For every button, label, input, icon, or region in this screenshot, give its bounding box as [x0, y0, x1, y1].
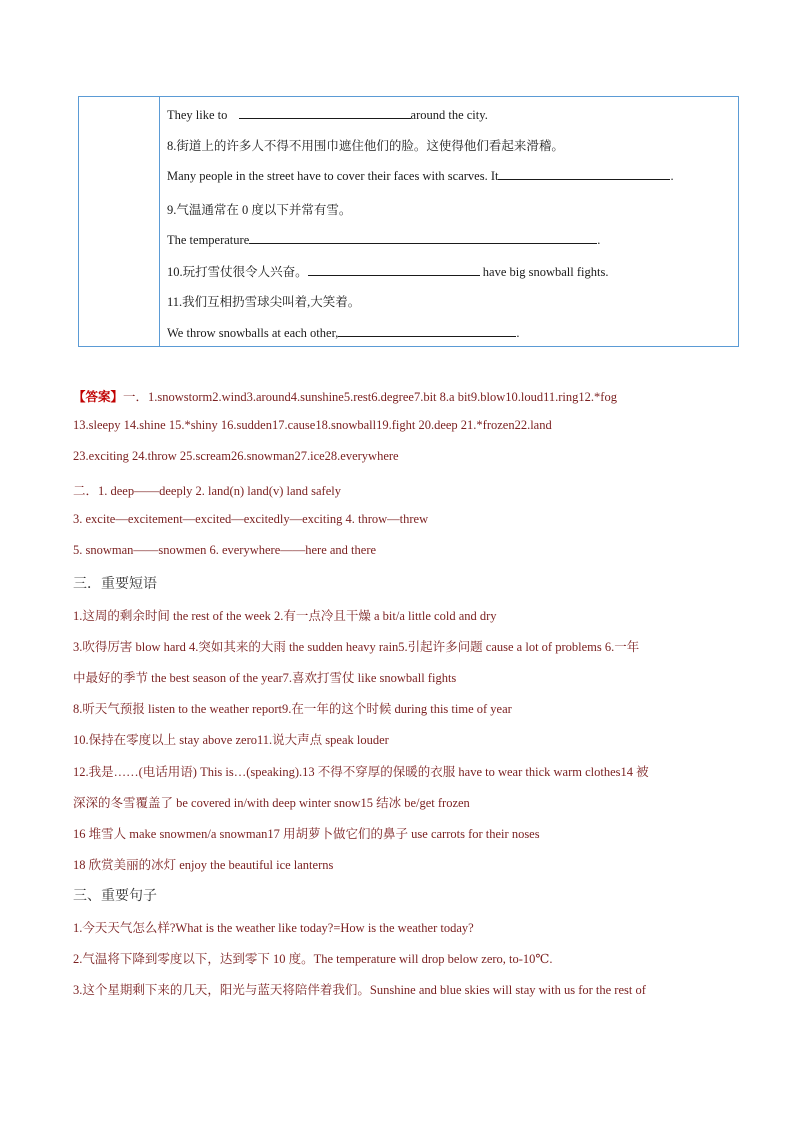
answer-blank[interactable]: [498, 167, 670, 180]
table-row: 9.气温通常在 0 度以下并常有雪。: [167, 203, 352, 217]
phrase-line: 3.吹得厉害 blow hard 4.突如其来的大雨 the sudden heavy rain5.引起许多问题 cause a lot of problems 6.一年: [73, 640, 640, 654]
answer-blank[interactable]: [308, 263, 480, 276]
table-column-divider: [159, 97, 160, 346]
table-row: They like to around the city.: [167, 108, 488, 122]
table-row: Many people in the street have to cover their faces with scarves. It .: [167, 169, 674, 183]
table-row: 11.我们互相扔雪球尖叫着,大笑着。: [167, 295, 361, 309]
answer-label: 【答案】: [73, 390, 124, 404]
phrase-line: 深深的冬雪覆盖了 be covered in/with deep winter snow15 结冰 be/get frozen: [73, 796, 470, 810]
answer-blank[interactable]: [239, 106, 411, 119]
phrase-line: 1.这周的剩余时间 the rest of the week 2.有一点冷且干燥 a bit/a little cold and dry: [73, 609, 497, 623]
answers-line: 13.sleepy 14.shine 15.*shiny 16.sudden17.cause18.snowball19.fight 20.deep 21.*frozen22.land: [73, 418, 552, 432]
phrase-line: 12.我是……(电话用语) This is…(speaking).13 不得不穿厚的保暖的衣服 have to wear thick warm clothes14 被: [73, 765, 649, 779]
phrases-heading: 三．重要短语: [73, 577, 157, 592]
phrase-line: 18 欣赏美丽的冰灯 enjoy the beautiful ice lanterns: [73, 858, 334, 872]
answers-line: 5. snowman——snowmen 6. everywhere——here and there: [73, 543, 377, 557]
phrase-line: 中最好的季节 the best season of the year7.喜欢打雪仗 like snowball fights: [73, 671, 457, 685]
table-row: 10.玩打雪仗很令人兴奋。 have big snowball fights.: [167, 265, 609, 279]
answers-line: 【答案】一．1.snowstorm2.wind3.around4.sunshine5.rest6.degree7.bit 8.a bit9.blow10.loud11.ring12.*fog: [73, 390, 617, 404]
phrase-line: 8.听天气预报 listen to the weather report9.在一年的这个时候 during this time of year: [73, 702, 512, 716]
sentences-heading: 三、重要句子: [73, 889, 157, 904]
answer-blank[interactable]: [249, 231, 597, 244]
sentence-line: 1.今天天气怎么样?What is the weather like today?=How is the weather today?: [73, 921, 474, 935]
sentence-line: 2.气温将下降到零度以下，达到零下 10 度。The temperature will drop below zero, to-10℃.: [73, 952, 553, 966]
sentence-line: 3.这个星期剩下来的几天，阳光与蓝天将陪伴着我们。Sunshine and blue skies will stay with us for the rest of: [73, 983, 646, 997]
phrase-line: 16 堆雪人 make snowmen/a snowman17 用胡萝卜做它们的鼻子 use carrots for their noses: [73, 827, 540, 841]
table-row: The temperature .: [167, 233, 601, 247]
answer-blank[interactable]: [338, 324, 516, 337]
phrase-line: 10.保持在零度以上 stay above zero11.说大声点 speak louder: [73, 733, 389, 747]
table-row: 8.街道上的许多人不得不用围巾遮住他们的脸。这使得他们看起来滑稽。: [167, 139, 564, 153]
answers-line: 二．1. deep——deeply 2. land(n) land(v) land safely: [73, 484, 341, 498]
answers-line: 23.exciting 24.throw 25.scream26.snowman27.ice28.everywhere: [73, 449, 399, 463]
exercise-table: [78, 96, 739, 347]
answers-line: 3. excite—excitement—excited—excitedly—exciting 4. throw—threw: [73, 512, 429, 526]
table-row: We throw snowballs at each other, .: [167, 326, 520, 340]
